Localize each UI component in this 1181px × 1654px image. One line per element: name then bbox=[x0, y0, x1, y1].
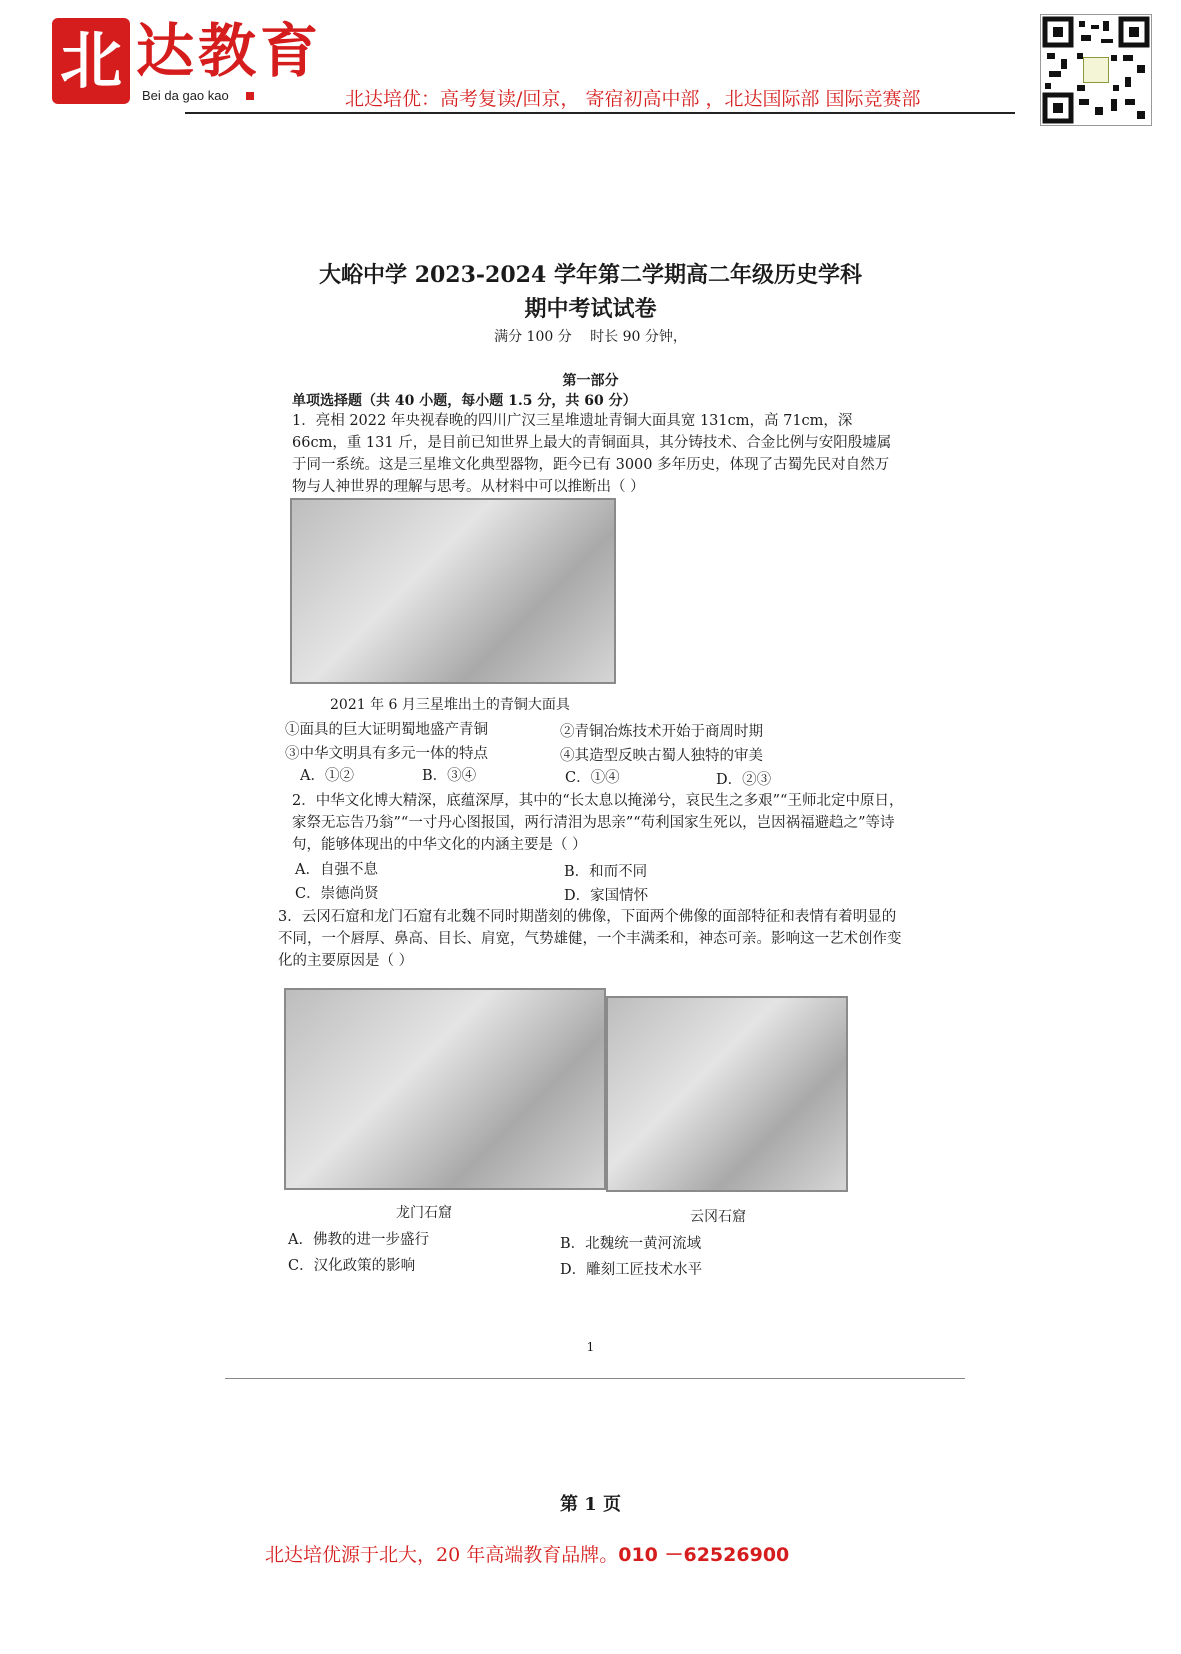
q3-option-c: C．汉化政策的影响 bbox=[288, 1258, 416, 1274]
section-header: 单项选择题（共 40 小题，每小题 1.5 分，共 60 分） bbox=[292, 393, 637, 409]
q1-option-b: B．③④ bbox=[422, 768, 477, 784]
question-1-stem: 1．亮相 2022 年央视春晚的四川广汉三星堆遗址青铜大面具宽 131cm，高 71cm，深 66cm，重 131 斤，是目前已知世界上最大的青铜面具，其分铸技术、合金比例与安阳殷墟属于同一系统。这是三星堆文化典型器物，距今已有 3000 多年历史，体现了古蜀先民对自然万物与人神世界的理解与思考。从材料中可以推断出（ ） bbox=[292, 413, 892, 495]
question-3-stem: 3．云冈石窟和龙门石窟有北魏不同时期凿刻的佛像，下面两个佛像的面部特征和表情有着明显的不同，一个唇厚、鼻高、目长、肩宽，气势雄健，一个丰满柔和，神态可亲。影响这一艺术创作变化的主要原因是（ ） bbox=[278, 909, 902, 969]
caption-longmen: 龙门石窟 bbox=[396, 1205, 452, 1221]
logo-dot bbox=[246, 92, 254, 100]
q2-option-c: C．崇德尚贤 bbox=[295, 886, 379, 902]
logo-subtitle: Bei da gao kao bbox=[142, 88, 229, 103]
q1-option-c: C．①④ bbox=[565, 770, 620, 786]
logo-text: 达教育 bbox=[136, 17, 323, 85]
footer-phone: 010 －62526900 bbox=[618, 1544, 790, 1566]
q2-option-a: A．自强不息 bbox=[295, 862, 378, 878]
q2-option-b: B．和而不同 bbox=[564, 864, 648, 880]
q1-statement-4: ④其造型反映古蜀人独特的审美 bbox=[560, 748, 763, 764]
section-title: 第一部分 bbox=[562, 373, 619, 389]
caption-yungang: 云冈石窟 bbox=[690, 1209, 746, 1225]
question-1-caption: 2021 年 6 月三星堆出土的青铜大面具 bbox=[330, 697, 570, 713]
page-label: 第 1 页 bbox=[559, 1494, 622, 1515]
q3-option-b: B．北魏统一黄河流域 bbox=[560, 1236, 702, 1252]
q1-statement-3: ③中华文明具有多元一体的特点 bbox=[285, 746, 488, 762]
q3-option-d: D．雕刻工匠技术水平 bbox=[560, 1262, 703, 1278]
longmen-buddha-photo bbox=[284, 988, 606, 1190]
q2-option-d: D．家国情怀 bbox=[564, 888, 649, 904]
yungang-buddha-photo bbox=[606, 996, 848, 1192]
header-slogan: 北达培优：高考复读/回京， 寄宿初高中部 ，北达国际部 国际竞赛部 bbox=[345, 88, 921, 110]
q3-option-a: A．佛教的进一步盛行 bbox=[288, 1232, 429, 1248]
exam-subtitle: 满分 100 分 时长 90 分钟， bbox=[494, 329, 687, 345]
footer-text: 北达培优源于北大，20 年高端教育品牌。 bbox=[265, 1544, 619, 1566]
logo-mark: 北 bbox=[52, 18, 130, 104]
qr-center-logo bbox=[1083, 57, 1109, 83]
footer-tagline bbox=[265, 1540, 789, 1567]
q1-option-a: A．①② bbox=[300, 768, 354, 784]
q1-statement-1: ①面具的巨大证明蜀地盛产青铜 bbox=[285, 722, 488, 738]
bottom-divider bbox=[225, 1378, 965, 1379]
exam-title: 大峪中学 2023-2024 学年第二学期高二年级历史学科 bbox=[319, 262, 862, 288]
bronze-mask-photo bbox=[290, 498, 616, 684]
q1-option-d: D．②③ bbox=[716, 772, 772, 788]
q1-statement-2: ②青铜冶炼技术开始于商周时期 bbox=[560, 724, 763, 740]
header-divider bbox=[185, 112, 1015, 114]
question-2-stem: 2．中华文化博大精深，底蕴深厚，其中的“长太息以掩涕兮，哀民生之多艰”“王师北定中原日，家祭无忘告乃翁”“一寸丹心图报国，两行清泪为思亲”“苟利国家生死以，岂因祸福避趋之”等诗句，能够体现出的中华文化的内涵主要是（ ） bbox=[292, 793, 904, 853]
page-number: 1 bbox=[586, 1340, 595, 1354]
exam-title-line2: 期中考试试卷 bbox=[524, 296, 657, 322]
